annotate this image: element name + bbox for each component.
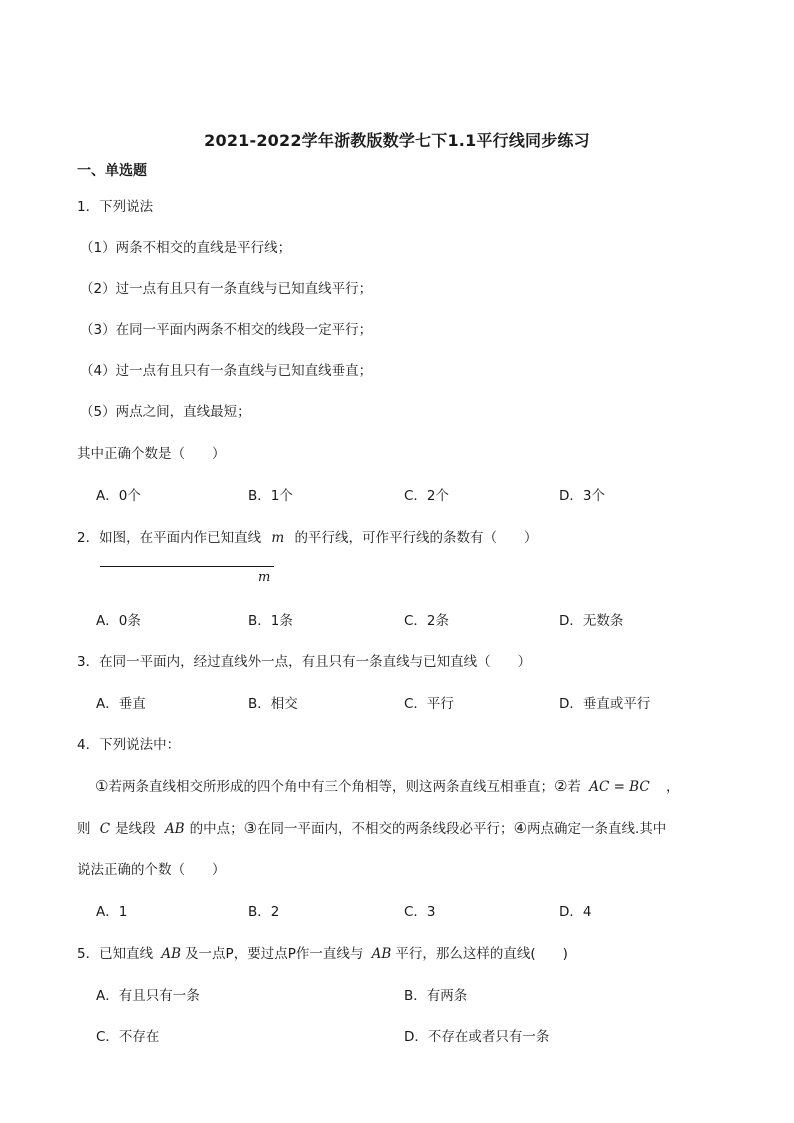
q4-math-ab: AB bbox=[164, 821, 185, 837]
page-title: 2021-2022学年浙教版数学七下1.1平行线同步练习 bbox=[204, 131, 590, 150]
q4-line-1 bbox=[95, 775, 679, 795]
q5-stem-part-c: 平行，那么这样的直线( ) bbox=[395, 946, 568, 962]
q4-option-c: C．3 bbox=[404, 904, 436, 920]
q5-option-b: B．有两条 bbox=[404, 988, 468, 1004]
q2-option-a: A．0条 bbox=[96, 613, 141, 629]
q3-option-a: A．垂直 bbox=[96, 696, 146, 712]
q4-circled-3: ③ bbox=[243, 819, 258, 837]
q2-var-m: m bbox=[271, 530, 285, 546]
q4-option-d: D．4 bbox=[559, 904, 592, 920]
q3-option-c: C．平行 bbox=[404, 696, 454, 712]
q3-stem: 3．在同一平面内，经过直线外一点，有且只有一条直线与已知直线（ ） bbox=[77, 654, 532, 670]
q2-option-c: C．2条 bbox=[404, 613, 450, 629]
q4-statement-2e: 的中点； bbox=[189, 821, 244, 837]
q5-stem-part-b: 及一点P，要过点P作一直线与 bbox=[185, 946, 364, 962]
q1-option-d: D．3个 bbox=[559, 488, 605, 504]
q1-option-c: C．2个 bbox=[404, 488, 450, 504]
q1-item-5: （5）两点之间，直线最短； bbox=[80, 404, 251, 420]
q1-stem: 1．下列说法 bbox=[77, 199, 154, 215]
q4-option-a: A．1 bbox=[96, 904, 128, 920]
q2-stem-part-b: 的平行线，可作平行线的条数有（ ） bbox=[294, 530, 538, 546]
q4-math-c: C bbox=[99, 821, 111, 837]
section-heading: 一、单选题 bbox=[77, 163, 147, 179]
q4-statement-1: 若两条直线相交所形成的四个角中有三个角相等，则这两条直线互相垂直； bbox=[108, 779, 554, 795]
q3-option-d: D．垂直或平行 bbox=[559, 696, 651, 712]
q4-statement-4: 两点确定一条直线.其中 bbox=[527, 821, 667, 837]
q1-options bbox=[96, 484, 716, 504]
q1-item-1: （1）两条不相交的直线是平行线； bbox=[80, 240, 292, 256]
q5-var-ab-1: AB bbox=[161, 946, 182, 962]
q4-circled-4: ④ bbox=[513, 819, 528, 837]
q5-option-d: D．不存在或者只有一条 bbox=[404, 1029, 550, 1045]
q5-options-row-2 bbox=[96, 1025, 716, 1045]
q5-stem bbox=[77, 942, 568, 962]
q1-item-3: （3）在同一平面内两条不相交的线段一定平行； bbox=[80, 322, 373, 338]
q4-option-b: B．2 bbox=[248, 904, 280, 920]
q2-stem bbox=[77, 526, 538, 546]
q5-stem-part-a: 5．已知直线 bbox=[77, 946, 154, 962]
q1-question: 其中正确个数是（ ） bbox=[77, 446, 226, 462]
line-m-label: m bbox=[258, 570, 271, 585]
q2-option-d: D．无数条 bbox=[559, 613, 624, 629]
q2-option-b: B．1条 bbox=[248, 613, 293, 629]
q2-options bbox=[96, 609, 716, 629]
q4-options bbox=[96, 900, 716, 920]
q4-statement-2a: 若 bbox=[567, 779, 581, 795]
q4-circled-2: ② bbox=[553, 777, 568, 795]
q2-stem-part-a: 2．如图，在平面内作已知直线 bbox=[77, 530, 262, 546]
q1-item-4: （4）过一点有且只有一条直线与已知直线垂直； bbox=[80, 363, 373, 379]
q1-option-b: B．1个 bbox=[248, 488, 293, 504]
q5-option-c: C．不存在 bbox=[96, 1029, 160, 1045]
q3-options bbox=[96, 692, 716, 712]
q5-var-ab-2: AB bbox=[371, 946, 392, 962]
q4-statement-2d: 是线段 bbox=[115, 821, 156, 837]
q4-statement-2c: 则 bbox=[77, 821, 91, 837]
q4-statement-2b: ， bbox=[665, 779, 680, 795]
q4-question: 说法正确的个数（ ） bbox=[77, 862, 226, 878]
q1-item-2: （2）过一点有且只有一条直线与已知直线平行； bbox=[80, 281, 373, 297]
q5-options-row-1 bbox=[96, 984, 716, 1004]
q5-option-a: A．有且只有一条 bbox=[96, 988, 200, 1004]
q4-math-ac-bc: AC = BC bbox=[589, 779, 650, 795]
line-m-figure bbox=[100, 566, 274, 567]
q4-stem: 4．下列说法中： bbox=[77, 737, 181, 753]
q4-statement-3: 在同一平面内，不相交的两条线段必平行； bbox=[257, 821, 514, 837]
q4-line-2 bbox=[77, 817, 666, 837]
q4-circled-1: ① bbox=[95, 777, 109, 795]
q3-option-b: B．相交 bbox=[248, 696, 298, 712]
q1-option-a: A．0个 bbox=[96, 488, 141, 504]
